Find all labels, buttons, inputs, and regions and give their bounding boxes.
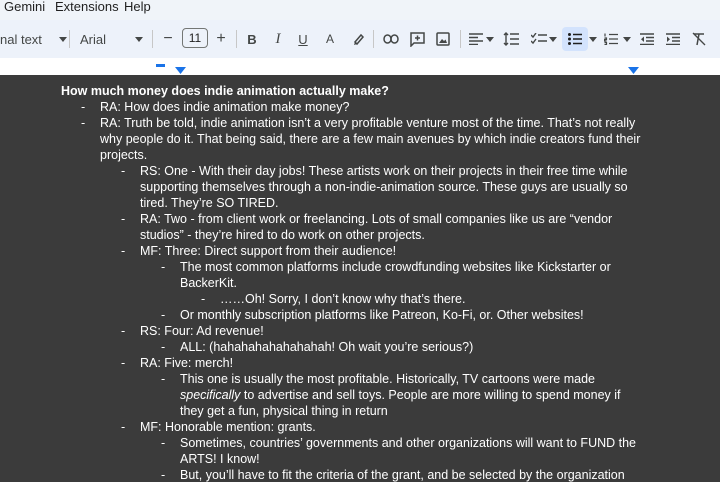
- bullet-dash: -: [161, 260, 166, 274]
- increase-indent-icon[interactable]: [664, 20, 682, 58]
- plus-icon: +: [216, 30, 226, 47]
- list-item-continued: ARTS! I know!: [180, 452, 260, 466]
- clear-formatting-icon[interactable]: [690, 20, 708, 58]
- bullet-dash: -: [161, 468, 166, 482]
- chevron-down-icon[interactable]: [485, 20, 495, 58]
- toolbar-divider: [460, 30, 461, 48]
- menu-extensions[interactable]: Extensions: [55, 0, 119, 14]
- list-item: Sometimes, countries’ governments and other organizations will want to FUND the: [180, 436, 636, 450]
- bullet-dash: -: [121, 244, 126, 258]
- align-left-icon[interactable]: [467, 20, 485, 58]
- list-item: RS: Four: Ad revenue!: [140, 324, 264, 338]
- paragraph-style-select[interactable]: [0, 20, 58, 58]
- bullet-dash: -: [161, 436, 166, 450]
- bold-icon: B: [247, 31, 257, 47]
- list-item: But, you’ll have to fit the criteria of the grant, and be selected by the organization: [180, 468, 625, 482]
- right-indent-marker[interactable]: [628, 67, 639, 74]
- toolbar-divider: [373, 30, 374, 48]
- bullet-dash: -: [121, 324, 126, 338]
- chevron-down-icon[interactable]: [56, 20, 70, 58]
- ruler: [0, 58, 720, 75]
- list-item-continued: supporting themselves through a non-indie-animation source. These guys are usually so: [140, 180, 628, 194]
- list-item-continued: tired. They’re SO TIRED.: [140, 196, 279, 210]
- toolbar: [0, 20, 720, 58]
- list-item: The most common platforms include crowdfunding websites like Kickstarter or: [180, 260, 611, 274]
- checklist-icon[interactable]: [530, 20, 548, 58]
- text-color-icon: A: [325, 32, 334, 46]
- list-item: Or monthly subscription platforms like Patreon, Ko-Fi, or. Other websites!: [180, 308, 584, 322]
- bold-button[interactable]: [244, 20, 260, 58]
- menu-bar: [0, 0, 720, 20]
- bullet-dash: -: [121, 164, 126, 178]
- italic-button[interactable]: [270, 20, 286, 58]
- list-item: RA: Two - from client work or freelancing. Lots of small companies like us are “vendor: [140, 212, 613, 226]
- list-item: RA: Truth be told, indie animation isn’t a very profitable venture most of the time. That’s not really: [100, 116, 636, 130]
- menu-help[interactable]: Help: [124, 0, 151, 14]
- list-item-continued: studios” - they’re hired to do work on other projects.: [140, 228, 425, 242]
- list-item: ALL: (hahahahahahahahah! Oh wait you’re serious?): [180, 340, 474, 354]
- list-item-continued: why people do it. That being said, there are a few main avenues by which indie creators fund their: [100, 132, 641, 146]
- bullet-dash: -: [161, 372, 166, 386]
- font-size-input[interactable]: 11: [182, 28, 208, 48]
- decrease-indent-icon[interactable]: [638, 20, 656, 58]
- toolbar-divider: [236, 30, 237, 48]
- toolbar-divider: [152, 30, 153, 48]
- insert-image-icon[interactable]: [434, 20, 452, 58]
- decrease-font-size-button[interactable]: [160, 20, 176, 58]
- bullet-dash: -: [121, 212, 126, 226]
- list-item-continued: [180, 388, 621, 402]
- bullet-dash: -: [161, 308, 166, 322]
- list-item-continued: projects.: [100, 148, 148, 162]
- chevron-down-icon[interactable]: [588, 20, 598, 58]
- numbered-list-icon[interactable]: [602, 20, 620, 58]
- menu-gemini[interactable]: Gemini: [4, 0, 46, 14]
- bulleted-list-icon[interactable]: [562, 27, 588, 51]
- line-spacing-icon[interactable]: [502, 20, 520, 58]
- chevron-down-icon[interactable]: [622, 20, 632, 58]
- add-comment-icon[interactable]: [408, 20, 426, 58]
- highlight-pen-icon[interactable]: [350, 20, 368, 58]
- minus-icon: −: [163, 30, 173, 47]
- bullet-dash: -: [121, 420, 126, 434]
- text-color-button[interactable]: [322, 20, 338, 58]
- bullet-dash: -: [121, 356, 126, 370]
- insert-link-icon[interactable]: [382, 20, 400, 58]
- doc-heading: How much money does indie animation actually make?: [61, 84, 389, 98]
- list-item: ……Oh! Sorry, I don’t know why that’s there.: [220, 292, 466, 306]
- bullet-dash: -: [81, 116, 86, 130]
- italic-icon: I: [275, 30, 281, 47]
- paragraph-style-label: nal text: [0, 31, 42, 47]
- list-item: RA: How does indie animation make money?: [100, 100, 350, 114]
- list-item: MF: Three: Direct support from their audience!: [140, 244, 397, 258]
- font-select[interactable]: [80, 20, 135, 58]
- bullet-dash: -: [161, 340, 166, 354]
- bullet-dash: -: [81, 100, 86, 114]
- list-item-continued: they get a fun, physical thing in return: [180, 404, 388, 418]
- increase-font-size-button[interactable]: [212, 20, 230, 58]
- list-item: RA: Five: merch!: [140, 356, 234, 370]
- list-item: RS: One - With their day jobs! These artists work on their projects in their free time while: [140, 164, 628, 178]
- list-item: This one is usually the most profitable. Historically, TV cartoons were made: [180, 372, 595, 386]
- left-indent-marker[interactable]: [175, 67, 186, 74]
- list-item-continued: BackerKit.: [180, 276, 237, 290]
- chevron-down-icon[interactable]: [548, 20, 558, 58]
- toolbar-divider: [69, 30, 70, 48]
- list-item: MF: Honorable mention: grants.: [140, 420, 316, 434]
- font-label: Arial: [80, 31, 107, 47]
- document-body[interactable]: [0, 75, 720, 480]
- underline-icon: U: [298, 31, 308, 47]
- italic-text: specifically: [180, 388, 241, 402]
- text-run: to advertise and sell toys. People are more willing to spend money if: [240, 388, 621, 402]
- underline-button[interactable]: [295, 20, 311, 58]
- bullet-dash: -: [201, 292, 206, 306]
- first-line-indent-marker[interactable]: [156, 64, 165, 67]
- chevron-down-icon[interactable]: [132, 20, 146, 58]
